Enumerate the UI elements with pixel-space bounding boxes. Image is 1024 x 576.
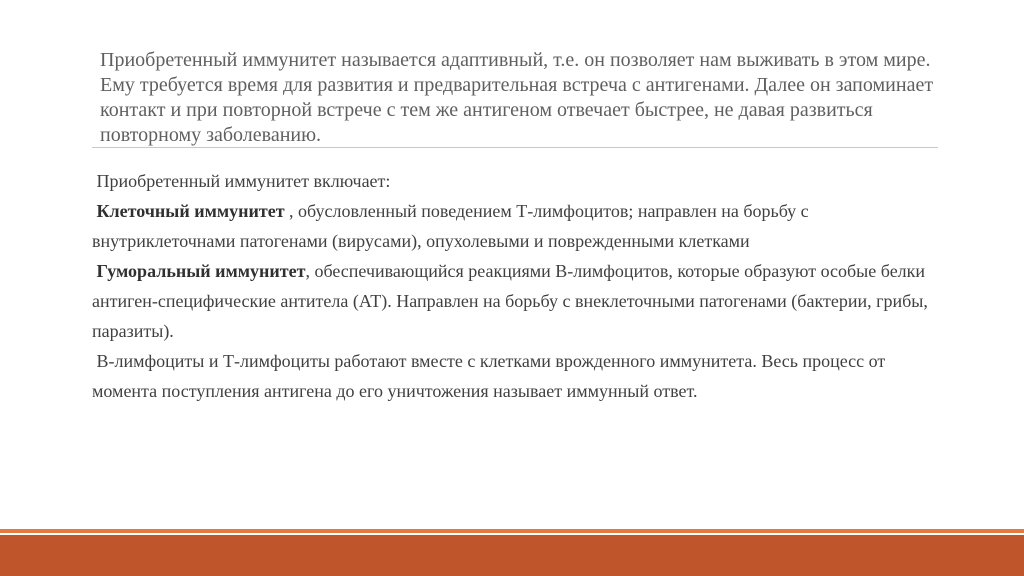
- cellular-immunity-paragraph: [92, 196, 942, 256]
- humoral-immunity-text: , обеспечивающийся реакциями В-лимфоцитов, которые образуют особые белки антиген-специфические антитела (АТ). Направлен на борьбу с внеклеточными патогенами (бактерии, грибы, паразиты).: [92, 261, 928, 341]
- humoral-immunity-term: Гуморальный иммунитет: [96, 261, 306, 281]
- slide-title: Приобретенный иммунитет называется адаптивный, т.е. он позволяет нам выживать в этом мире. Ему требуется время для развития и предварительная встреча с антигенами. Далее он запоминает контакт и при повторной встрече с тем же антигеном отвечает быстрее, не давая развиться повторному заболеванию.: [100, 49, 934, 146]
- footer-accent-line: [0, 529, 1024, 533]
- humoral-immunity-paragraph: [92, 256, 942, 346]
- cellular-immunity-term: Клеточный иммунитет: [96, 201, 285, 221]
- title-divider: [92, 147, 938, 148]
- intro-text: Приобретенный иммунитет включает:: [96, 171, 391, 191]
- slide-body: [92, 166, 942, 406]
- intro-paragraph: [92, 166, 942, 196]
- conclusion-paragraph: [92, 346, 942, 406]
- footer-band: [0, 535, 1024, 576]
- conclusion-text: В-лимфоциты и Т-лимфоциты работают вместе с клетками врожденного иммунитета. Весь процесс от момента поступления антигена до его уничтожения называет иммунный ответ.: [92, 351, 886, 401]
- cellular-immunity-text: , обусловленный поведением Т-лимфоцитов; направлен на борьбу с внутриклеточнами патогенами (вирусами), опухолевыми и поврежденными клетками: [92, 201, 809, 251]
